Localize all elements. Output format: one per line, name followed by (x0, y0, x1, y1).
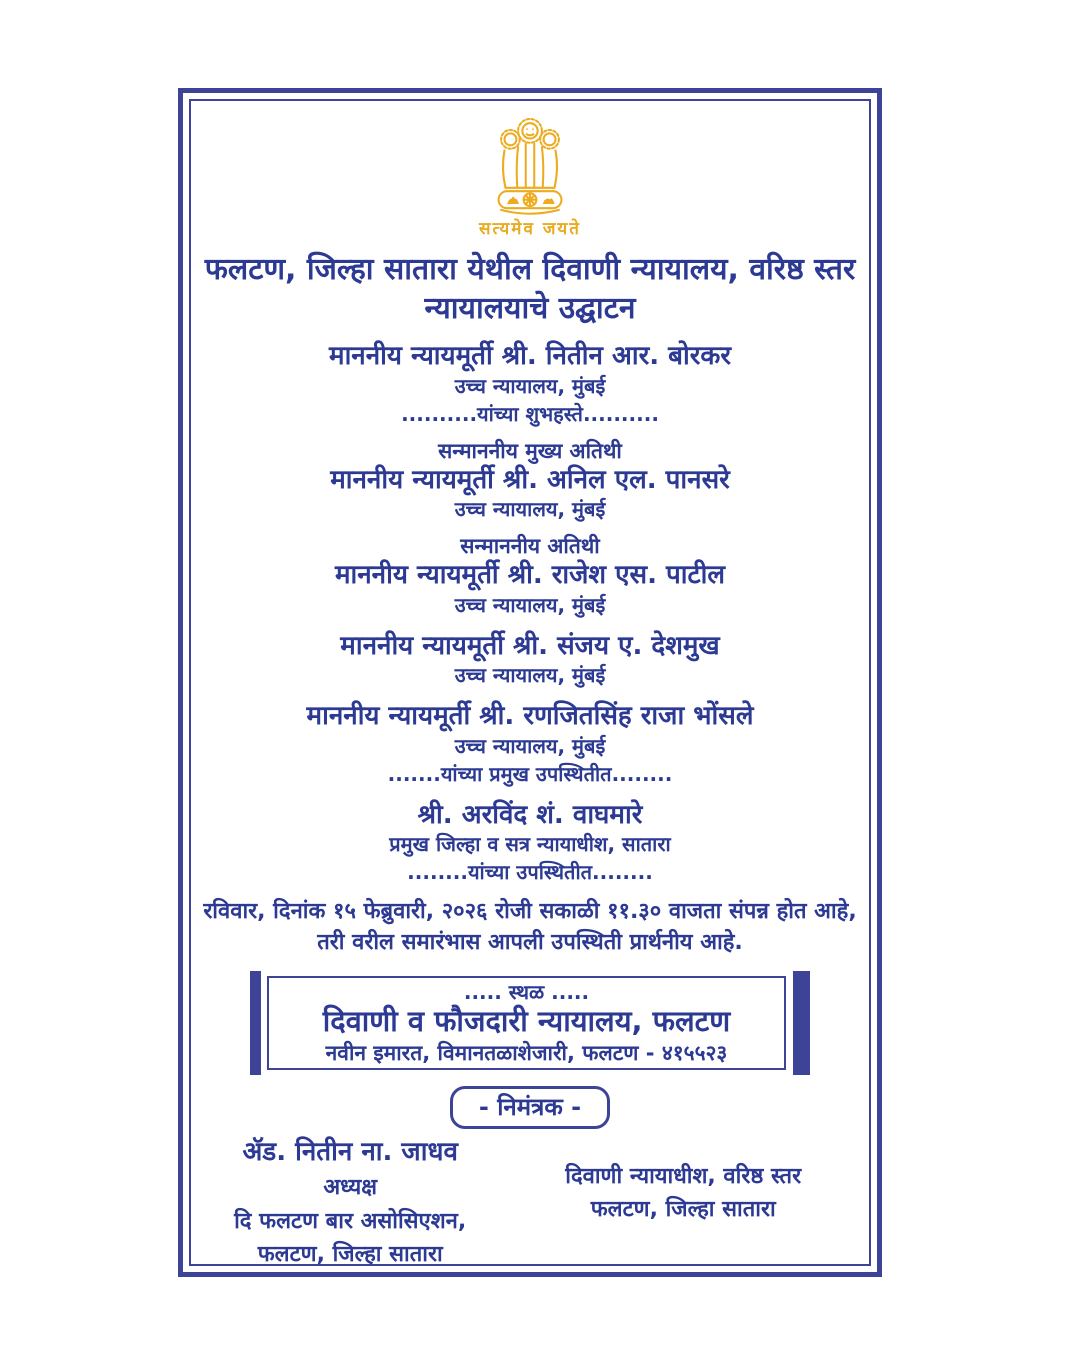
guest-name: माननीय न्यायमूर्ती श्री. राजेश एस. पाटील (334, 560, 726, 591)
closing-line1: रविवार, दिनांक १५ फेब्रुवारी, २०२६ रोजी सकाळी ११.३० वाजता संपन्न होत आहे, (203, 899, 857, 925)
guest-block-borkar (197, 340, 863, 427)
emblem-wrap (197, 113, 863, 215)
guest-org: उच्च न्यायालय, मुंबई (454, 373, 606, 398)
guest-org: उच्च न्यायालय, मुंबई (454, 733, 606, 758)
venue-left-bar (250, 971, 261, 1075)
ashoka-emblem-icon (475, 113, 585, 215)
venue-right-bar (793, 971, 810, 1075)
venue-name: दिवाणी व फौजदारी न्यायालय, फलटण (322, 1003, 731, 1038)
venue-panel (250, 971, 810, 1075)
signatory-right (503, 1137, 863, 1266)
guest-org: उच्च न्यायालय, मुंबई (454, 592, 606, 617)
guest-name: माननीय न्यायमूर्ती श्री. अनिल एल. पानसरे (330, 464, 730, 495)
card-outer-border (178, 88, 882, 1277)
guest-note: ........यांच्या उपस्थितीत........ (407, 860, 653, 885)
signatory-left (197, 1137, 503, 1266)
guest-org: उच्च न्यायालय, मुंबई (454, 663, 606, 688)
guest-block-pansare (197, 439, 863, 523)
guest-heading: सन्माननीय अतिथी (460, 534, 600, 559)
guest-note: .......यांच्या प्रमुख उपस्थितीत........ (387, 761, 673, 786)
card-title-line2: न्यायालयाचे उद्घाटन (424, 291, 636, 326)
guest-org: प्रमुख जिल्हा व सत्र न्यायाधीश, सातारा (389, 832, 671, 857)
signatory-right-role: दिवाणी न्यायाधीश, वरिष्ठ स्तर (565, 1163, 802, 1189)
signatory-left-org-line1: दि फलटण बार असोसिएशन, (234, 1208, 467, 1234)
signatory-right-org: फलटण, जिल्हा सातारा (590, 1197, 776, 1223)
card-title-line1: फलटण, जिल्हा सातारा येथील दिवाणी न्यायालय, वरिष्ठ स्तर (204, 252, 856, 287)
signatory-left-org-line2: फलटण, जिल्हा सातारा (257, 1241, 443, 1266)
signatory-left-role: अध्यक्ष (323, 1175, 377, 1201)
guest-name: माननीय न्यायमूर्ती श्री. संजय ए. देशमुख (340, 630, 720, 661)
inviter-badge: - निमंत्रक - (450, 1086, 610, 1129)
closing-line2: तरी वरील समारंभास आपली उपस्थिती प्रार्थनीय आहे. (317, 930, 743, 956)
guest-block-bhosale (197, 700, 863, 787)
guest-name: श्री. अरविंद शं. वाघमारे (417, 799, 643, 830)
venue-box (267, 976, 786, 1070)
guest-org: उच्च न्यायालय, मुंबई (454, 497, 606, 522)
venue-label: ..... स्थळ ..... (463, 979, 590, 1004)
guest-name: माननीय न्यायमूर्ती श्री. नितीन आर. बोरकर (329, 341, 731, 371)
guest-note: ..........यांच्या शुभहस्ते.......... (401, 401, 659, 426)
signatory-left-name: ॲड. नितीन ना. जाधव (242, 1136, 458, 1167)
guest-name: माननीय न्यायमूर्ती श्री. रणजितसिंह राजा भोंसले (306, 701, 754, 732)
guest-block-patil (197, 534, 863, 618)
closing-paragraph (197, 897, 863, 959)
guest-block-waghmare (197, 799, 863, 886)
signature-row (197, 1137, 863, 1266)
guest-heading: सन्माननीय मुख्य अतिथी (438, 438, 622, 463)
venue-address: नवीन इमारत, विमानतळाशेजारी, फलटण - ४१५५२३ (325, 1040, 728, 1065)
guest-block-deshmukh (197, 630, 863, 689)
emblem-motto: सत्यमेव जयते (479, 219, 581, 239)
card-inner-border (189, 99, 871, 1266)
